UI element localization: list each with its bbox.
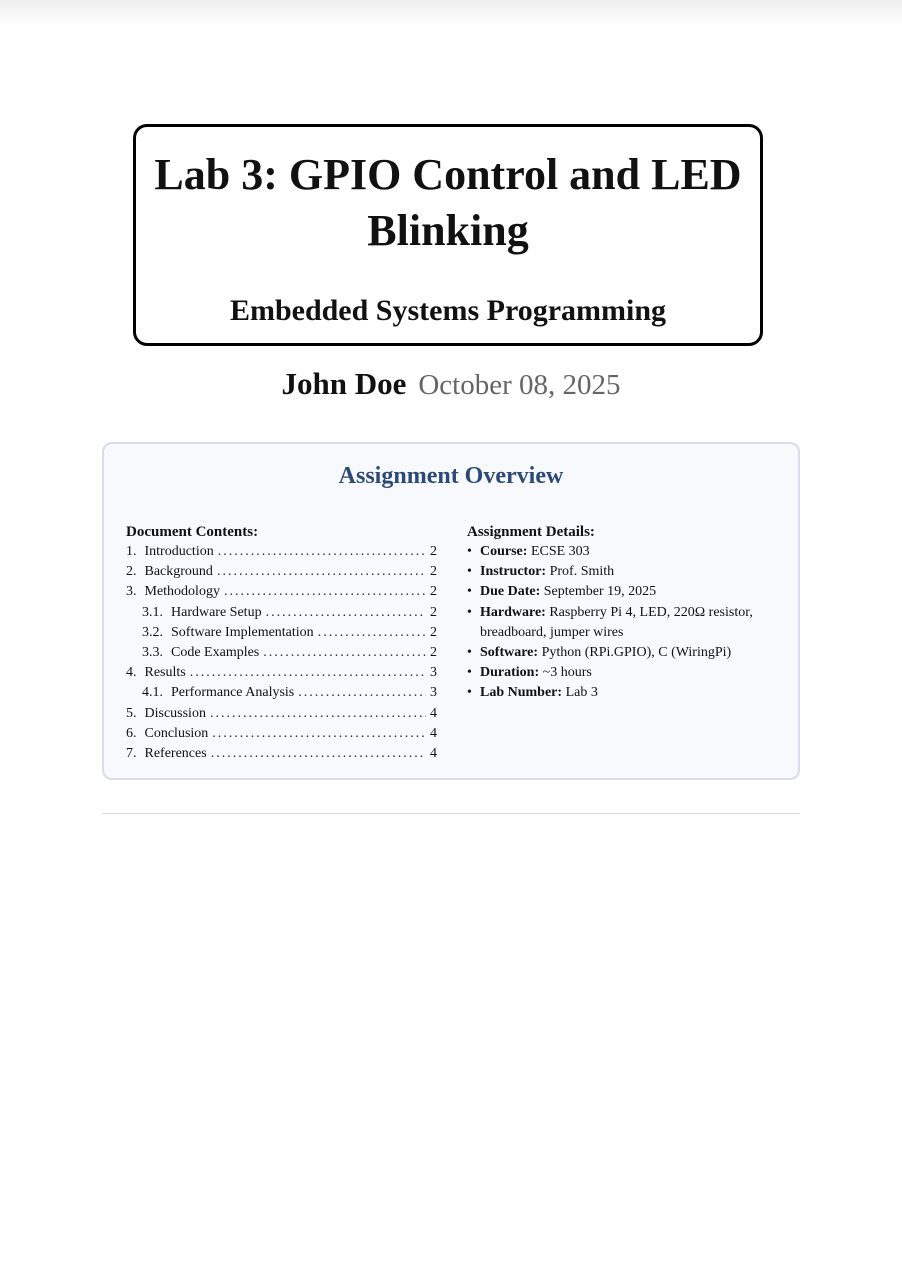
details-heading: Assignment Details:	[467, 524, 595, 540]
author-line	[0, 363, 902, 411]
toc-entry[interactable]	[126, 582, 437, 602]
detail-item	[467, 542, 787, 562]
toc-entry-number: 7.	[126, 745, 137, 761]
toc-entry-label: Hardware Setup	[171, 604, 262, 620]
toc-entry[interactable]	[126, 683, 437, 703]
toc-leader-dots	[217, 562, 426, 582]
toc-entry-page: 2	[430, 604, 437, 620]
toc-entry-number: 3.2.	[142, 624, 163, 640]
toc-entry[interactable]	[126, 744, 437, 764]
toc-entry-number: 4.	[126, 665, 137, 681]
toc-entry-label: Software Implementation	[171, 624, 314, 640]
toc-entry-label: Introduction	[144, 544, 214, 559]
toc-leader-dots	[298, 683, 426, 703]
toc-leader-dots	[190, 663, 426, 683]
detail-label: Lab Number:	[480, 685, 563, 701]
toc-leader-dots	[211, 744, 426, 764]
detail-label: Software:	[480, 645, 539, 661]
toc-entry-page: 4	[430, 705, 437, 721]
toc-entry-number: 3.	[126, 584, 137, 600]
detail-item	[467, 643, 787, 663]
toc-entry-page: 2	[430, 584, 437, 600]
detail-value: Raspberry Pi 4, LED, 220Ω resistor, breadboard, jumper wires	[480, 604, 753, 640]
page-top-shadow	[0, 0, 902, 26]
toc-entry-number: 3.1.	[142, 604, 163, 620]
toc-leader-dots	[318, 623, 426, 643]
toc-leader-dots	[263, 643, 426, 663]
detail-value: ECSE 303	[530, 544, 590, 559]
table-of-contents	[126, 542, 437, 764]
detail-item	[467, 663, 787, 683]
toc-leader-dots	[224, 582, 426, 602]
assignment-overview-box	[102, 442, 800, 780]
toc-leader-dots	[210, 704, 426, 724]
toc-entry-label: Discussion	[144, 705, 206, 721]
detail-label: Course:	[480, 544, 528, 559]
toc-heading: Document Contents:	[126, 524, 259, 540]
toc-entry-label: Background	[144, 564, 213, 580]
toc-entry[interactable]	[126, 663, 437, 683]
detail-value: Lab 3	[565, 685, 598, 701]
toc-entry-label: Results	[144, 665, 186, 681]
toc-entry-page: 3	[430, 685, 437, 701]
detail-value: September 19, 2025	[543, 584, 657, 600]
toc-entry-label: Conclusion	[144, 725, 209, 741]
toc-entry-number: 1.	[126, 544, 137, 559]
toc-entry-page: 2	[430, 644, 437, 660]
toc-entry[interactable]	[126, 643, 437, 663]
toc-entry-page: 3	[430, 665, 437, 681]
toc-entry[interactable]	[126, 724, 437, 744]
horizontal-divider	[102, 813, 800, 814]
toc-leader-dots	[266, 603, 426, 623]
detail-value: ~3 hours	[542, 665, 592, 681]
toc-entry[interactable]	[126, 603, 437, 623]
toc-entry-page: 4	[430, 725, 437, 741]
detail-item	[467, 603, 787, 643]
detail-label: Duration:	[480, 665, 540, 681]
toc-entry-page: 4	[430, 745, 437, 761]
detail-item	[467, 683, 787, 703]
toc-entry-number: 5.	[126, 705, 137, 721]
toc-entry-label: Methodology	[144, 584, 220, 600]
toc-entry-label: Code Examples	[171, 644, 260, 660]
toc-entry[interactable]	[126, 542, 437, 562]
detail-value: Prof. Smith	[549, 564, 615, 580]
detail-value: Python (RPi.GPIO), C (WiringPi)	[541, 645, 732, 661]
author-name: John Doe	[281, 366, 407, 401]
document-subtitle: Embedded Systems Programming	[229, 294, 667, 327]
toc-leader-dots	[212, 724, 426, 744]
toc-entry-number: 6.	[126, 725, 137, 741]
toc-entry-label: Performance Analysis	[171, 685, 295, 701]
detail-label: Due Date:	[480, 584, 541, 600]
toc-entry-page: 2	[430, 544, 437, 559]
toc-leader-dots	[218, 542, 426, 562]
overview-heading: Assignment Overview	[338, 463, 564, 489]
toc-entry-number: 4.1.	[142, 685, 163, 701]
assignment-details-list	[467, 542, 787, 704]
toc-entry-number: 2.	[126, 564, 137, 580]
toc-entry-page: 2	[430, 564, 437, 580]
detail-label: Hardware:	[480, 604, 546, 620]
detail-item	[467, 582, 787, 602]
toc-entry-number: 3.3.	[142, 644, 163, 660]
document-title: Lab 3: GPIO Control and LED Blinking	[154, 150, 742, 255]
toc-entry[interactable]	[126, 623, 437, 643]
detail-item	[467, 562, 787, 582]
toc-entry[interactable]	[126, 562, 437, 582]
toc-entry-page: 2	[430, 624, 437, 640]
toc-entry[interactable]	[126, 704, 437, 724]
document-date: October 08, 2025	[418, 369, 621, 401]
detail-label: Instructor:	[480, 564, 547, 580]
toc-entry-label: References	[144, 745, 207, 761]
title-box	[133, 124, 763, 346]
